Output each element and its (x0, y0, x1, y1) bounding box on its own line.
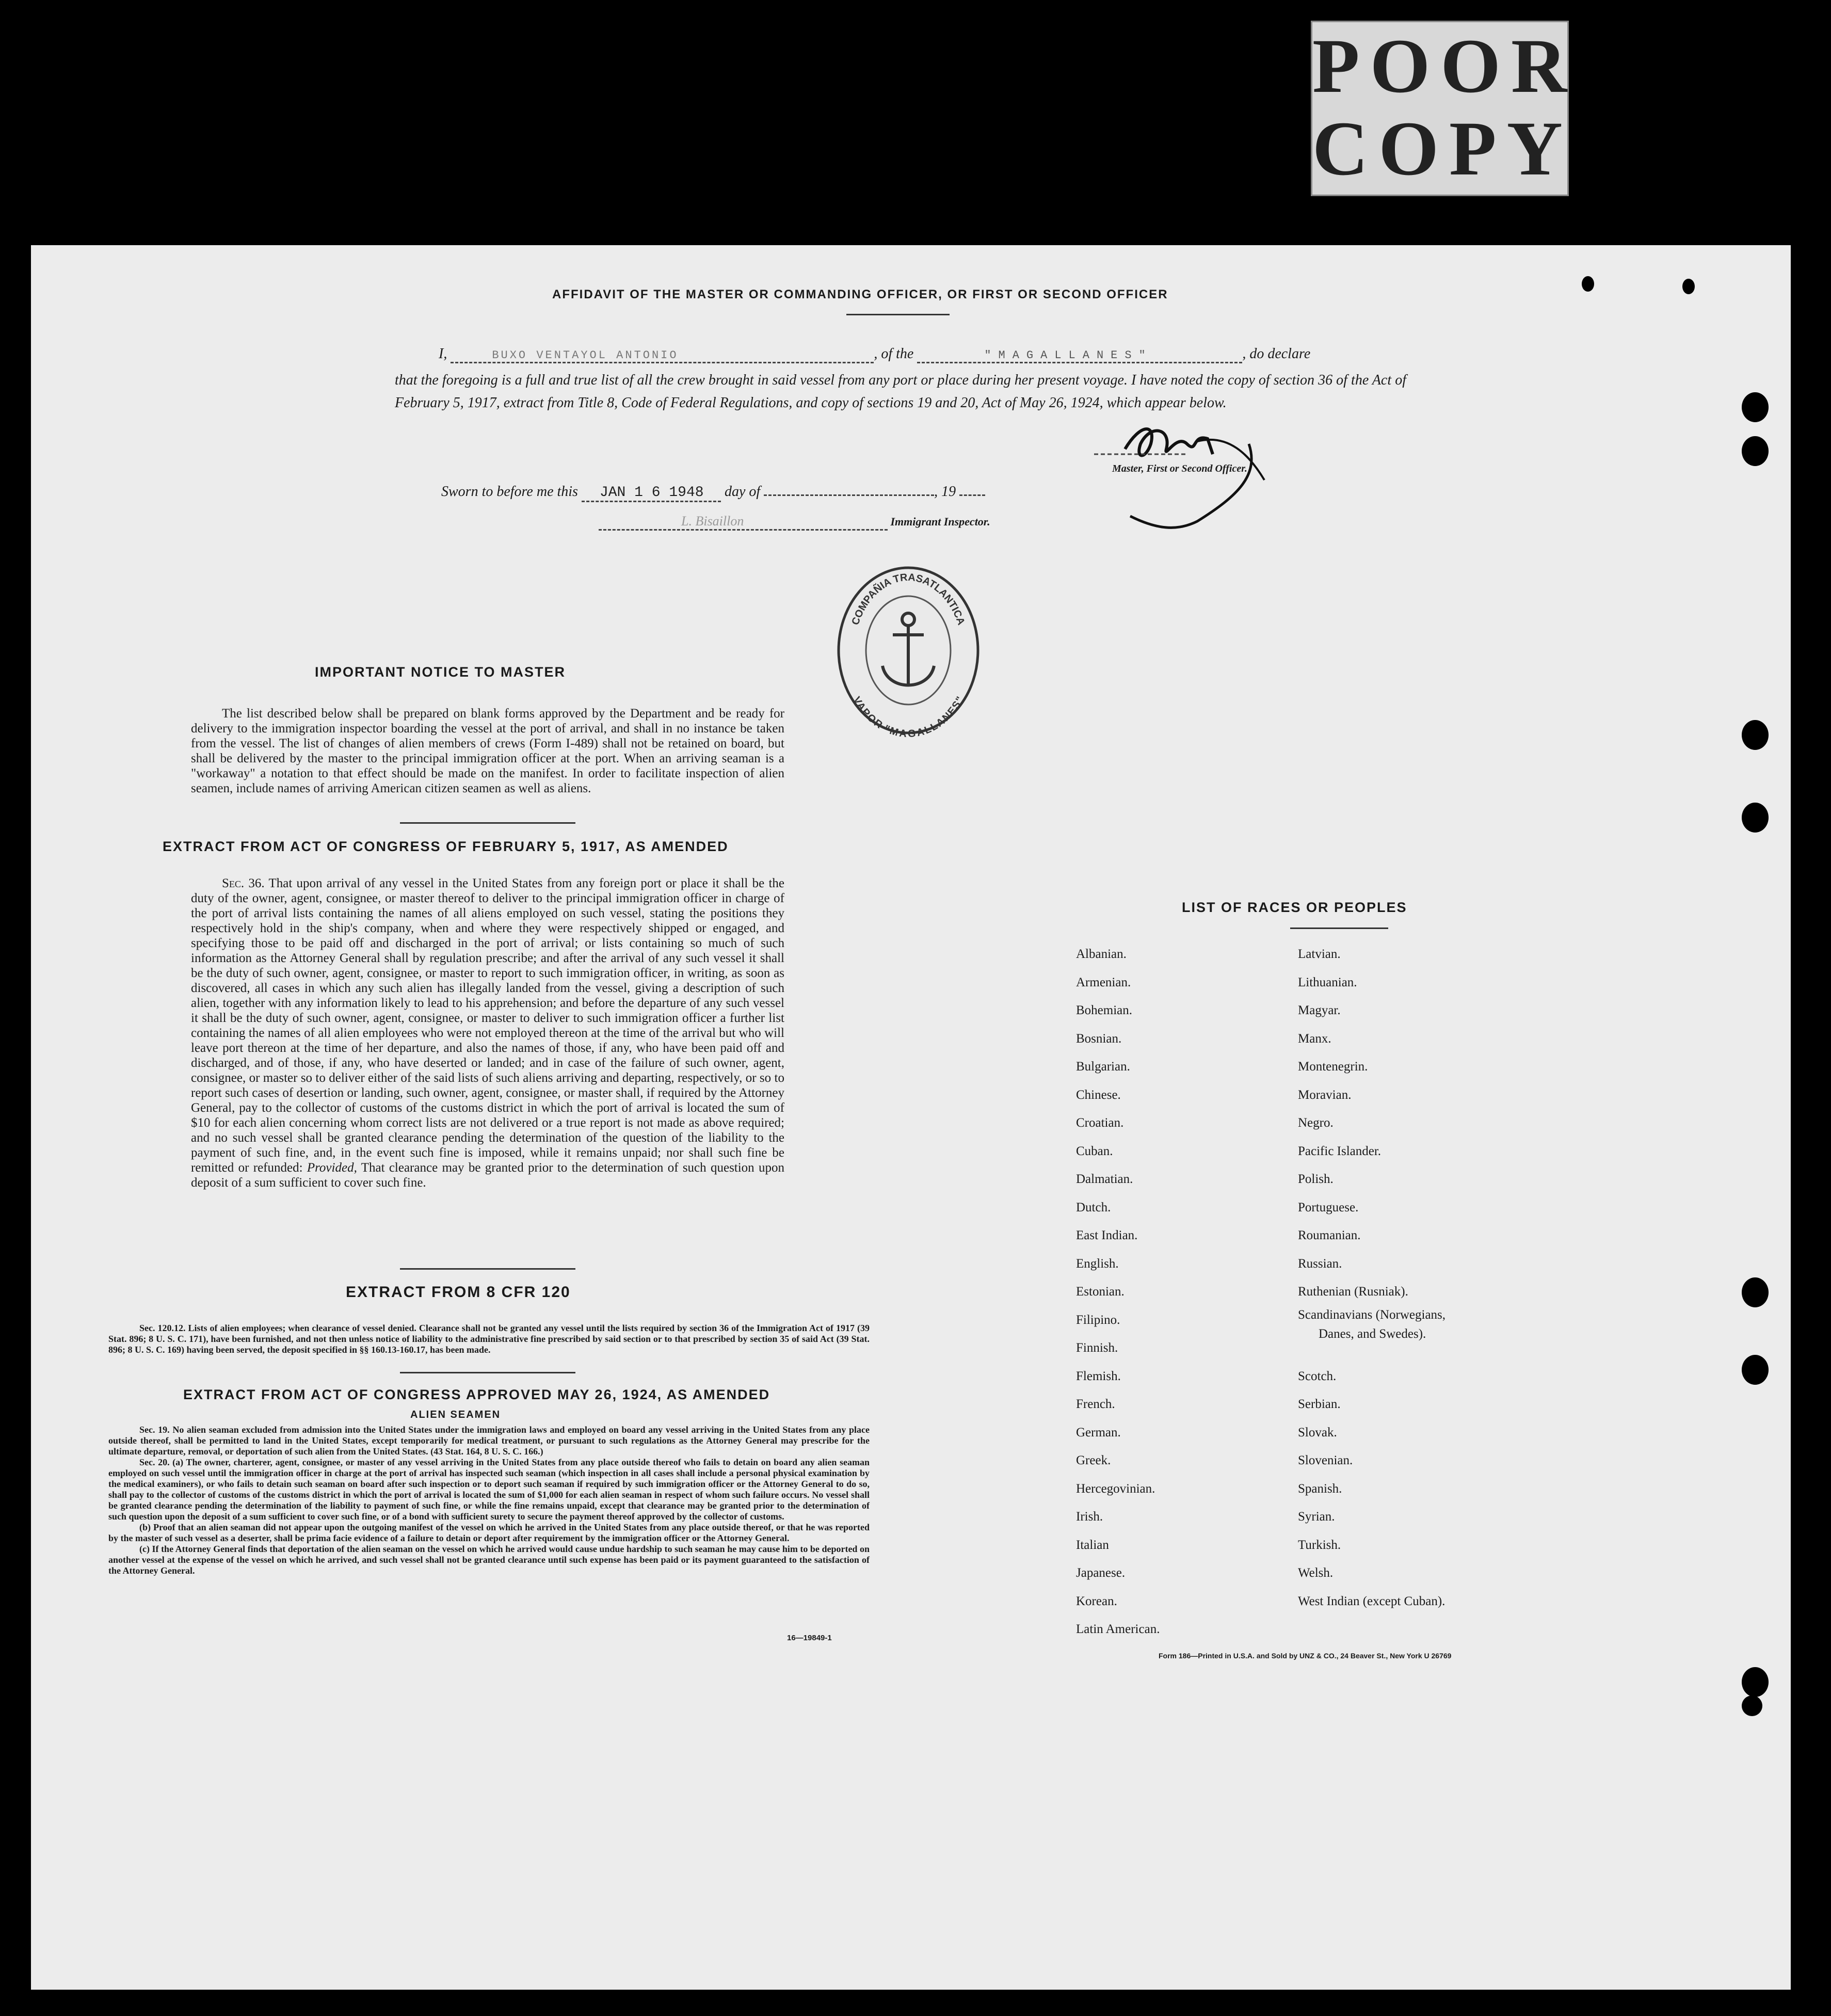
sec-20b-text: (b) Proof that an alien seaman did not appear upon the outgoing manifest of the vessel on which he arrived in the United States from any place outside thereof, or that he was reported by the master of such vessel as a deserter, shall be prima facie evidence of a failure to detain or deport after requirement by the immigration officer or the Attorney General. (108, 1522, 870, 1543)
race-item: Magyar. (1298, 1003, 1341, 1017)
race-item: Dutch. (1076, 1200, 1111, 1214)
race-item: Lithuanian. (1298, 975, 1357, 989)
punch-hole-icon (1742, 803, 1769, 833)
race-item: Flemish. (1076, 1369, 1121, 1383)
race-item: English. (1076, 1256, 1119, 1271)
extract-1924-title: EXTRACT FROM ACT OF CONGRESS APPROVED MAY 26, 1924, AS AMENDED (183, 1387, 770, 1402)
race-item: Greek. (1076, 1453, 1111, 1467)
vessel-name-field: "MAGALLANES" (917, 349, 1242, 363)
race-item: Danes, and Swedes). (1319, 1326, 1426, 1341)
poor-copy-line-1: POOR (1312, 23, 1578, 109)
punch-hole-icon (1742, 1695, 1762, 1716)
divider (400, 1268, 575, 1270)
race-item: Slovak. (1298, 1425, 1337, 1439)
punch-hole-icon (1742, 720, 1769, 750)
extract-cfr-title: EXTRACT FROM 8 CFR 120 (346, 1284, 571, 1301)
inspector-label: Immigrant Inspector. (890, 515, 990, 528)
race-item: Dalmatian. (1076, 1172, 1133, 1186)
document-page (31, 245, 1791, 1990)
affidavit-body: that the foregoing is a full and true list of all the crew brought in said vessel from any port or place during her present voyage. I have noted the copy of section 36 of the Act of February 5, 1917, extract from Title 8, Code of Federal Regulations, and copy of sections 19 and 20, Act of May 26, 1924, which appear below. (395, 372, 1406, 411)
inspector-line (599, 514, 990, 531)
provided-text: That clearance may be granted prior to the determination of such question upon deposit of a sum sufficient to cover such fine. (191, 1161, 784, 1190)
race-item: Serbian. (1298, 1397, 1341, 1411)
race-item: Cuban. (1076, 1144, 1113, 1158)
punch-hole-icon (1742, 1667, 1769, 1697)
races-title: LIST OF RACES OR PEOPLES (1182, 900, 1407, 915)
race-item: German. (1076, 1425, 1121, 1439)
divider (400, 1372, 575, 1373)
race-item: Korean. (1076, 1594, 1117, 1608)
race-item: Bosnian. (1076, 1031, 1122, 1046)
race-item: Albanian. (1076, 947, 1127, 961)
race-item: Hercegovinian. (1076, 1481, 1155, 1496)
race-item: Latin American. (1076, 1622, 1160, 1636)
extract-1924-body (108, 1425, 870, 1576)
sworn-date-stamp: JAN 1 6 1948 (582, 485, 721, 502)
extract-1924-subtitle: ALIEN SEAMEN (410, 1409, 501, 1420)
form-footer: Form 186—Printed in U.S.A. and Sold by UNZ & CO., 24 Beaver St., New York U 26769 (1159, 1652, 1452, 1660)
race-item: Roumanian. (1298, 1228, 1361, 1242)
race-item: Latvian. (1298, 947, 1341, 961)
sec-20a-text: Sec. 20. (a) The owner, charterer, agent, consignee, or master of any vessel arriving in the United States from any place outside thereof who fails to detain on board any alien seaman employed on such vessel until the immigration officer in charge at the port of arrival has inspected such seaman (which inspection in all cases shall include a personal physical examination by the medical examiners), or who fails to detain such seaman on board after such inspection or to deport such seaman if required by such immigration officer or the Attorney General to do so, shall pay to the collector of customs of the customs district in which the port of arrival is located the sum of $1,000 for each alien seaman in respect of whom such failure occurs. No vessel shall be granted clearance pending the determination of the liability to payment of such fine, or while the fine remains unpaid, except that clearance may be granted prior to the determination of such question upon the deposit of a sum sufficient to cover such fine, or of a bond with sufficient surety to secure the payment thereof approved by the collector of customs. (108, 1457, 870, 1522)
race-item: Slovenian. (1298, 1453, 1353, 1467)
race-item: Portuguese. (1298, 1200, 1359, 1214)
company-seal (833, 563, 983, 738)
race-item: Armenian. (1076, 975, 1131, 989)
extract-1917-body (191, 876, 784, 1190)
sec-36-text: That upon arrival of any vessel in the United States from any foreign port or place it shall be the duty of the owner, agent, consignee, or master thereof to deliver to the principal immigration officer in charge of the port of arrival lists containing the names of all aliens employed on such vessel, stating the positions they respectively hold in the ship's company, when and where they were respectively shipped or engaged, and specifying those to be paid off and discharged in the port of arrival; or lists containing so much of such information as the Attorney General shall by regulation prescribe; and after the arrival of any such vessel it shall be the duty of such owner, agent, consignee, or master to report to such immigration officer, in writing, as soon as discovered, all cases in which any such alien has illegally landed from the vessel, giving a description of such alien, together with any information likely to lead to his apprehension; and before the departure of any such vessel it shall be the duty of such owner, agent, consignee, or master to deliver to such immigration officer a further list containing the names of all alien employees who were not employed thereon at the time of the arrival but who will leave port thereon at the time of her departure, and also the names of those, if any, who have been paid off and discharged, and of those, if any, who have deserted or landed; and in case of the failure of such owner, agent, consignee, or master so to deliver either of the said lists of such aliens arriving and departing, respectively, or so to report such cases of desertion or landing, such owner, agent, consignee, or master shall, if required by the Attorney General, pay to the collector of customs of the customs district in which the port of arrival is located the sum of $10 for each alien concerning whom correct lists are not delivered or a true report is not made as above required; and no such vessel shall be granted clearance pending the determination of the question of the liability to the payment of such fine, and, in the event such fine is imposed, while it remains unpaid; nor shall such fine be remitted or refunded: (191, 876, 784, 1175)
race-item: Bulgarian. (1076, 1060, 1130, 1074)
punch-hole-icon (1742, 392, 1769, 422)
punch-hole-icon (1742, 1277, 1769, 1307)
poor-copy-stamp (1311, 21, 1578, 196)
divider (1290, 927, 1388, 929)
i-label: I, (439, 346, 447, 362)
race-item: Manx. (1298, 1031, 1331, 1046)
race-item: Negro. (1298, 1116, 1334, 1130)
race-item: Croatian. (1076, 1116, 1124, 1130)
race-item: Italian (1076, 1538, 1109, 1552)
race-item: Ruthenian (Rusniak). (1298, 1285, 1408, 1299)
race-item: Bohemian. (1076, 1003, 1133, 1017)
race-item: Scandinavians (Norwegians, (1298, 1307, 1446, 1322)
race-item: Estonian. (1076, 1285, 1125, 1299)
divider (400, 822, 575, 824)
master-label: Master, First or Second Officer. (1112, 463, 1247, 474)
race-item: French. (1076, 1397, 1115, 1411)
notice-body: The list described below shall be prepared on blank forms approved by the Department and be ready for delivery to the immigration inspector boarding the vessel at the port of arrival, and shall in no instance be taken from the vessel. The list of changes of alien members of crews (Form I-489) shall not be retained on board, but shall be delivered by the master to the principal immigration officer at the port. When an arriving seaman is a "workaway" a notation to that effect should be made on the manifest. In order to facilitate inspection of alien seamen, include names of arriving American citizen seamen as well as aliens. (191, 707, 784, 795)
race-item: Irish. (1076, 1510, 1103, 1524)
race-item: Pacific Islander. (1298, 1144, 1382, 1158)
affidavit-declaration-line (439, 346, 1419, 363)
extract-1917-title: EXTRACT FROM ACT OF CONGRESS OF FEBRUARY 5, 1917, AS AMENDED (163, 839, 729, 854)
provided-label: Provided, (307, 1161, 357, 1175)
race-item: Montenegrin. (1298, 1060, 1368, 1074)
notice-title: IMPORTANT NOTICE TO MASTER (315, 664, 566, 680)
race-item: Moravian. (1298, 1087, 1352, 1102)
race-item: Filipino. (1076, 1313, 1120, 1327)
race-item: Russian. (1298, 1256, 1342, 1271)
form-code: 16—19849-1 (787, 1634, 832, 1642)
race-item: Japanese. (1076, 1566, 1126, 1580)
race-item: Welsh. (1298, 1566, 1334, 1580)
year-field (959, 494, 985, 496)
poor-copy-line-2: COPY (1312, 106, 1573, 191)
ink-spot-icon (1582, 276, 1594, 292)
race-item: Scotch. (1298, 1369, 1337, 1383)
do-declare-label: , do declare (1242, 346, 1311, 362)
divider (846, 314, 950, 315)
sec-36-label: Sec. 36. (222, 876, 265, 890)
month-field (764, 494, 934, 496)
race-item: Turkish. (1298, 1538, 1341, 1552)
sworn-line (441, 484, 985, 502)
race-item: Syrian. (1298, 1510, 1335, 1524)
ink-spot-icon (1682, 279, 1695, 294)
race-item: Spanish. (1298, 1481, 1342, 1496)
sworn-label: Sworn to before me this (441, 484, 578, 500)
seal-bottom-text: VAPOR "MAGALLANES" (850, 695, 966, 738)
race-item: Polish. (1298, 1172, 1334, 1186)
race-item: East Indian. (1076, 1228, 1138, 1242)
seal-top-text: COMPAÑIA TRASATLANTICA (849, 571, 967, 627)
punch-hole-icon (1742, 1355, 1769, 1385)
race-item: Finnish. (1076, 1341, 1118, 1355)
race-item: Chinese. (1076, 1087, 1121, 1102)
race-item: West Indian (except Cuban). (1298, 1594, 1445, 1608)
sec-19-text: Sec. 19. No alien seaman excluded from admission into the United States under the immigration laws and employed on board any vessel arriving in the United States from any place outside thereof, shall be permitted to land in the United States, except temporarily for medical treatment, or pursuant to such regulations as the Attorney General may prescribe for the ultimate departure, removal, or deportation of such alien from the United States. (43 Stat. 164, 8 U. S. C. 166.) (108, 1425, 870, 1457)
day-of-label: day of (724, 484, 761, 500)
of-the-label: , of the (874, 346, 914, 362)
extract-cfr-body: Sec. 120.12. Lists of alien employees; when clearance of vessel denied. Clearance shall not be granted any vessel until the lists required by section 36 of the Immigration Act of 1917 (39 Stat. 896; 8 U. S. C. 171), have been furnished, and not then unless notice of liability to the administrative fine prescribed by said section or to that prescribed by section 35 of said Act (39 Stat. 896; 8 U. S. C. 169) having been served, the deposit specified in §§ 160.13-160.17, has been made. (108, 1323, 870, 1355)
officer-name-field: BUXO VENTAYOL ANTONIO (451, 349, 874, 363)
sec-20c-text: (c) If the Attorney General finds that deportation of the alien seaman on the vessel on which he arrived would cause undue hardship to such seaman he may cause him to be deported on another vessel at the expense of the vessel on which he arrived, and such vessel shall not be granted clearance until such expense has been paid or its payment guaranteed to the satisfaction of the Attorney General. (108, 1544, 870, 1576)
year-label: , 19 (934, 484, 956, 500)
inspector-signature: L. Bisaillon (599, 514, 888, 531)
punch-hole-icon (1742, 436, 1769, 466)
affidavit-title: AFFIDAVIT OF THE MASTER OR COMMANDING OFFICER, OR FIRST OR SECOND OFFICER (552, 287, 1168, 301)
